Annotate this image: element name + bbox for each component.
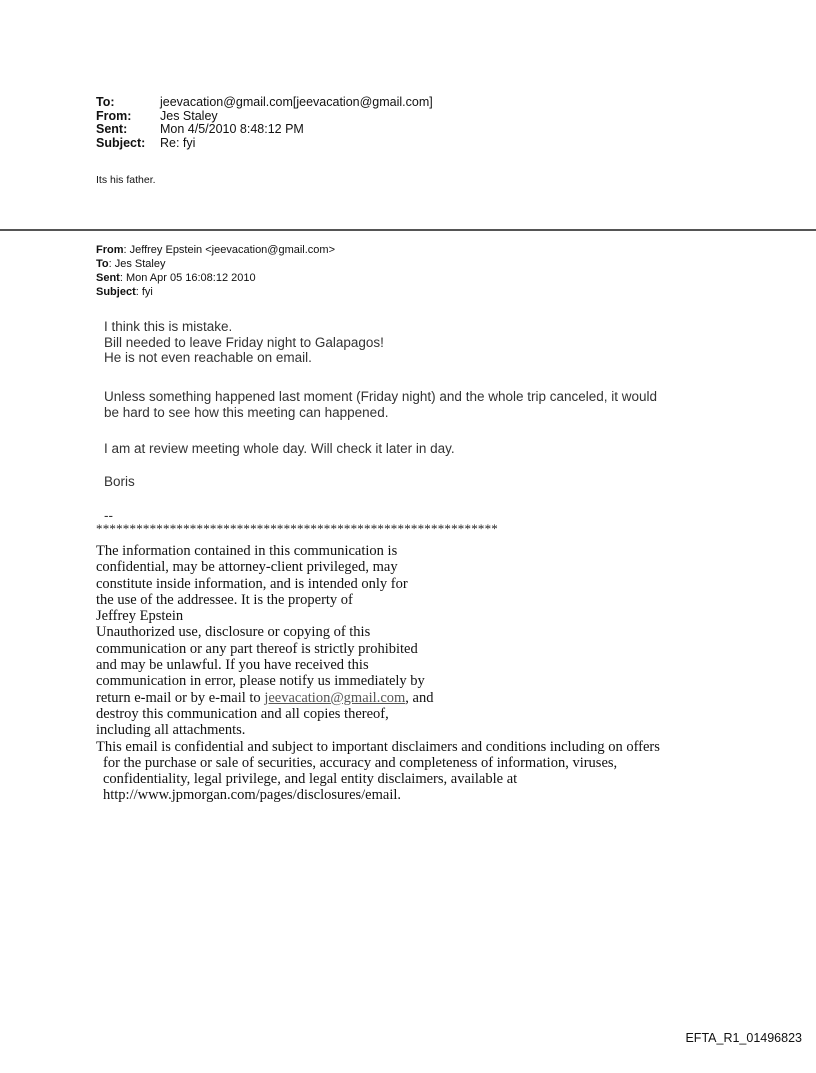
quoted-header bbox=[96, 243, 335, 299]
disclaimer-line: confidential, may be attorney-client privileged, may bbox=[96, 559, 398, 576]
legal-disclaimer bbox=[96, 543, 660, 804]
quoted-line: I think this is mistake. bbox=[104, 319, 233, 334]
quoted-sent-value: : Mon Apr 05 16:08:12 2010 bbox=[119, 272, 256, 284]
subject-label: Subject: bbox=[96, 135, 146, 150]
jpm-disclaimer-line: for the purchase or sale of securities, accuracy and completeness of information, viruses, bbox=[103, 754, 618, 771]
quoted-line: He is not even reachable on email. bbox=[104, 350, 312, 365]
quoted-from-row bbox=[96, 243, 335, 257]
quoted-line: Bill needed to leave Friday night to Galapagos! bbox=[104, 334, 384, 350]
return-line-tail: , and bbox=[405, 689, 434, 706]
quoted-to-value: : Jes Staley bbox=[108, 258, 166, 270]
disclaimer-return-line bbox=[96, 690, 660, 706]
quoted-from-value: : Jeffrey Epstein <jeevacation@gmail.com> bbox=[123, 244, 336, 256]
quoted-line: I am at review meeting whole day. Will check it later in day. bbox=[104, 441, 455, 456]
jpm-disclaimer-url: http://www.jpmorgan.com/pages/disclosures/email. bbox=[103, 787, 402, 804]
from-label: From: bbox=[96, 108, 132, 123]
quoted-paragraph bbox=[104, 441, 744, 457]
divider bbox=[0, 229, 816, 231]
quoted-subject-value: : fyi bbox=[135, 286, 153, 298]
disclaimer-line: communication or any part thereof is strictly prohibited bbox=[96, 640, 418, 657]
quoted-line: Boris bbox=[104, 474, 135, 489]
header-from-row bbox=[96, 110, 433, 124]
quoted-paragraph bbox=[104, 319, 744, 366]
disclaimer-line: Unauthorized use, disclosure or copying of this bbox=[96, 624, 371, 641]
email-body: Its his father. bbox=[96, 174, 156, 186]
quoted-line: Unless something happened last moment (Friday night) and the whole trip canceled, it would bbox=[104, 389, 658, 404]
sent-label: Sent: bbox=[96, 122, 128, 136]
quoted-line: be hard to see how this meeting can happened. bbox=[104, 404, 389, 420]
quoted-subject-label: Subject bbox=[96, 286, 136, 298]
disclaimer-line: Jeffrey Epstein bbox=[96, 608, 184, 625]
disclaimer-line: destroy this communication and all copies thereof, bbox=[96, 705, 389, 722]
disclaimer-line: The information contained in this communication is bbox=[96, 543, 398, 559]
disclaimer-line: constitute inside information, and is intended only for bbox=[96, 575, 408, 592]
subject-value: Re: fyi bbox=[160, 135, 196, 150]
to-label: To: bbox=[96, 95, 115, 109]
signature-dashes: -- bbox=[104, 508, 113, 523]
sent-value: Mon 4/5/2010 8:48:12 PM bbox=[160, 122, 304, 136]
disclaimer-line: and may be unlawful. If you have received this bbox=[96, 657, 369, 674]
quoted-to-label: To bbox=[96, 258, 109, 270]
email-header bbox=[96, 96, 433, 150]
disclaimer-line: the use of the addressee. It is the property of bbox=[96, 591, 353, 608]
stars-separator: ************************************************************ bbox=[96, 521, 498, 536]
quoted-paragraph bbox=[104, 389, 744, 420]
quoted-to-row bbox=[96, 257, 335, 271]
from-value: Jes Staley bbox=[160, 108, 218, 123]
quoted-signature bbox=[104, 474, 744, 490]
jpm-disclaimer-line: confidentiality, legal privilege, and legal entity disclaimers, available at bbox=[103, 771, 518, 788]
return-line-text: return e-mail or by e-mail to bbox=[96, 689, 265, 706]
quoted-sent-row bbox=[96, 271, 335, 285]
header-subject-row bbox=[96, 137, 433, 151]
to-value: jeevacation@gmail.com[jeevacation@gmail.com] bbox=[160, 95, 433, 109]
disclaimer-line: communication in error, please notify us immediately by bbox=[96, 673, 425, 690]
quoted-sent-label: Sent bbox=[96, 272, 120, 284]
header-sent-row bbox=[96, 123, 433, 137]
header-to-row bbox=[96, 96, 433, 110]
document-id: EFTA_R1_01496823 bbox=[685, 1031, 802, 1045]
jpm-disclaimer-line: This email is confidential and subject to important disclaimers and conditions including on offers bbox=[96, 738, 660, 755]
quoted-from-label: From bbox=[96, 244, 124, 256]
email-link[interactable]: jeevacation@gmail.com bbox=[264, 689, 406, 706]
quoted-subject-row bbox=[96, 285, 335, 299]
disclaimer-line: including all attachments. bbox=[96, 722, 246, 739]
